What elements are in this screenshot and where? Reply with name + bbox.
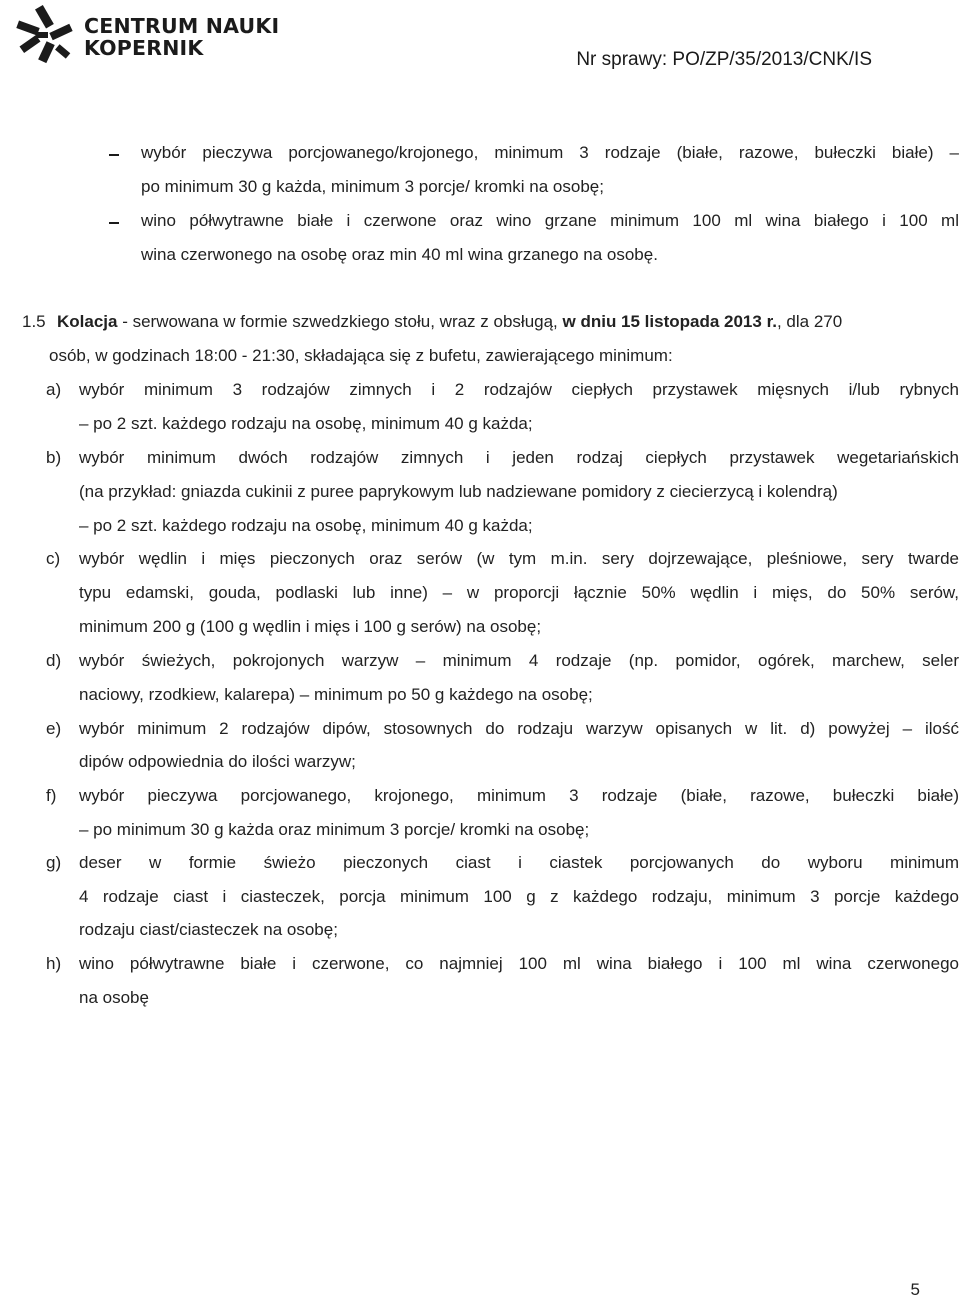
item-line: deser w formie świeżo pieczonych ciast i ciastek porcjowanych do wyboru minimum bbox=[79, 853, 959, 872]
logo-line-2: KOPERNIK bbox=[84, 36, 204, 60]
item-line: – po 2 szt. każdego rodzaju na osobę, minimum 40 g każda; bbox=[79, 516, 533, 535]
logo-line-1: CENTRUM NAUKI bbox=[84, 14, 280, 38]
section-title: Kolacja bbox=[57, 312, 118, 331]
item-marker: c) bbox=[46, 549, 61, 568]
section-number: 1.5 bbox=[22, 312, 46, 331]
item-line: typu edamski, gouda, podlaski lub inne) – w proporcji łącznie 50% wędlin i mięs, do 50% serów, bbox=[79, 583, 959, 602]
item-line: (na przykład: gniazda cukinii z puree paprykowym lub nadziewane pomidory z ciecierzycą i kolendrą) bbox=[79, 482, 838, 501]
dash-bullet-icon bbox=[109, 154, 119, 156]
item-line: wybór pieczywa porcjowanego, krojonego, minimum 3 rodzaje (białe, razowe, bułeczki białe) bbox=[79, 786, 959, 805]
item-line: wybór minimum 3 rodzajów zimnych i 2 rodzajów ciepłych przystawek mięsnych i/lub rybnych bbox=[79, 380, 959, 399]
item-line: wybór świeżych, pokrojonych warzyw – minimum 4 rodzaje (np. pomidor, ogórek, marchew, seler bbox=[79, 651, 959, 670]
item-line: wybór wędlin i mięs pieczonych oraz serów (w tym m.in. sery dojrzewające, pleśniowe, sery twarde bbox=[79, 549, 959, 568]
item-marker: b) bbox=[46, 448, 62, 467]
item-line: dipów odpowiednia do ilości warzyw; bbox=[79, 752, 356, 771]
section-heading bbox=[57, 312, 842, 332]
item-line: minimum 200 g (100 g wędlin i mięs i 100 g serów) na osobę; bbox=[79, 617, 542, 636]
item-marker: f) bbox=[46, 786, 57, 805]
item-line: wybór minimum 2 rodzajów dipów, stosownych do rodzaju warzyw opisanych w lit. d) powyżej – ilość bbox=[79, 719, 959, 738]
item-marker: g) bbox=[46, 853, 62, 872]
logo-wordmark bbox=[84, 15, 279, 59]
bullet-line: wino półwytrawne białe i czerwone oraz wino grzane minimum 100 ml wina białego i 100 ml bbox=[141, 211, 959, 230]
case-number: Nr sprawy: PO/ZP/35/2013/CNK/IS bbox=[576, 49, 872, 70]
item-line: wino półwytrawne białe i czerwone, co najmniej 100 ml wina białego i 100 ml wina czerwonego bbox=[79, 954, 959, 973]
item-line: – po minimum 30 g każda oraz minimum 3 porcje/ kromki na osobę; bbox=[79, 820, 590, 839]
section-date: w dniu 15 listopada 2013 r. bbox=[562, 312, 777, 331]
section-intro-tail: , dla 270 bbox=[776, 312, 843, 331]
item-line: wybór minimum dwóch rodzajów zimnych i jeden rodzaj ciepłych przystawek wegetariańskich bbox=[79, 448, 959, 467]
bullet-line: wybór pieczywa porcjowanego/krojonego, minimum 3 rodzaje (białe, razowe, bułeczki białe) – bbox=[141, 143, 959, 162]
page-number: 5 bbox=[910, 1280, 920, 1299]
bullet-line: po minimum 30 g każda, minimum 3 porcje/ kromki na osobę; bbox=[141, 177, 604, 196]
item-line: naciowy, rzodkiew, kalarepa) – minimum po 50 g każdego na osobę; bbox=[79, 685, 593, 704]
item-line: 4 rodzaje ciast i ciasteczek, porcja minimum 100 g z każdego rodzaju, minimum 3 porcje każdego bbox=[79, 887, 959, 906]
section-intro: - serwowana w formie szwedzkiego stołu, wraz z obsługą, bbox=[117, 312, 563, 331]
item-marker: a) bbox=[46, 380, 62, 399]
cnk-logo bbox=[12, 4, 282, 66]
item-line: rodzaju ciast/ciasteczek na osobę; bbox=[79, 920, 338, 939]
section-line-2: osób, w godzinach 18:00 - 21:30, składająca się z bufetu, zawierającego minimum: bbox=[49, 346, 673, 365]
dash-bullet-icon bbox=[109, 222, 119, 224]
cnk-logo-mark-icon bbox=[12, 4, 76, 66]
item-marker: d) bbox=[46, 651, 62, 670]
item-marker: h) bbox=[46, 954, 62, 973]
bullet-line: wina czerwonego na osobę oraz min 40 ml wina grzanego na osobę. bbox=[141, 245, 658, 264]
item-line: – po 2 szt. każdego rodzaju na osobę, minimum 40 g każda; bbox=[79, 414, 533, 433]
item-marker: e) bbox=[46, 719, 62, 738]
item-line: na osobę bbox=[79, 988, 149, 1007]
